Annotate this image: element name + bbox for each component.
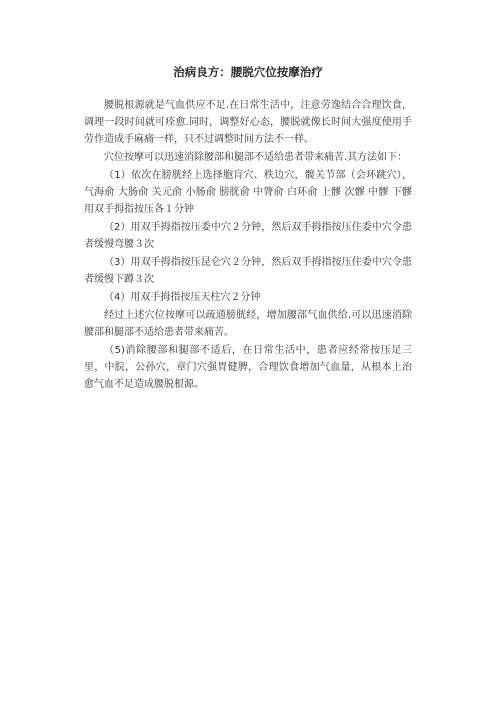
paragraph-method: 穴位按摩可以迅速消除腰部和腿部不适给患者带来痛苦.其方法如下： (104, 152, 408, 163)
paragraph-step-1: （1）依次在膀胱经上选择胞肓穴、秩边穴，髋关节部（会环跳穴），气海俞 大肠俞 关元俞 小肠俞 膀胱俞 中膂俞 白环俞 上髎 次髎 中髎 下髎 用双手拇指按压各１分钟 (84, 170, 412, 215)
paragraph-step-4: （4）用双手拇指按压天柱穴２分钟 (104, 292, 261, 303)
paragraph-result: 经过上述穴位按摩可以疏通膀胱经，增加腰部气血供给.可以迅速消除腰部和腿部不适给患者带来痛苦。 (84, 310, 412, 338)
paragraph-step-3: （3）用双手拇指按压昆仑穴２分钟，然后双手拇指按压住委中穴令患者缓慢下蹲３次 (84, 257, 412, 285)
paragraph-step-5: （5)消除腰部和腿部不适后，在日常生活中，患者应经常按压足三里，中脘，公孙穴，章门穴强胃健脾，合理饮食增加气血量，从根本上治愈气血不足造成腰脱根源。 (84, 345, 412, 390)
paragraph-intro: 腰脱根源就是气血供应不足.在日常生活中，注意劳逸结合合理饮食，调理一段时间就可痊愈.同时，调整好心态，腰脱就像长时间大强度使用手劳作造成手麻痛一样，只不过调整时间方法不一样。 (84, 100, 412, 145)
paragraph-step-2: （2）用双手拇指按压委中穴２分钟，然后双手拇指按压住委中穴令患者缓慢弯腰３次 (84, 222, 412, 250)
document-title: 治病良方：腰脱穴位按摩治疗 (173, 65, 323, 79)
